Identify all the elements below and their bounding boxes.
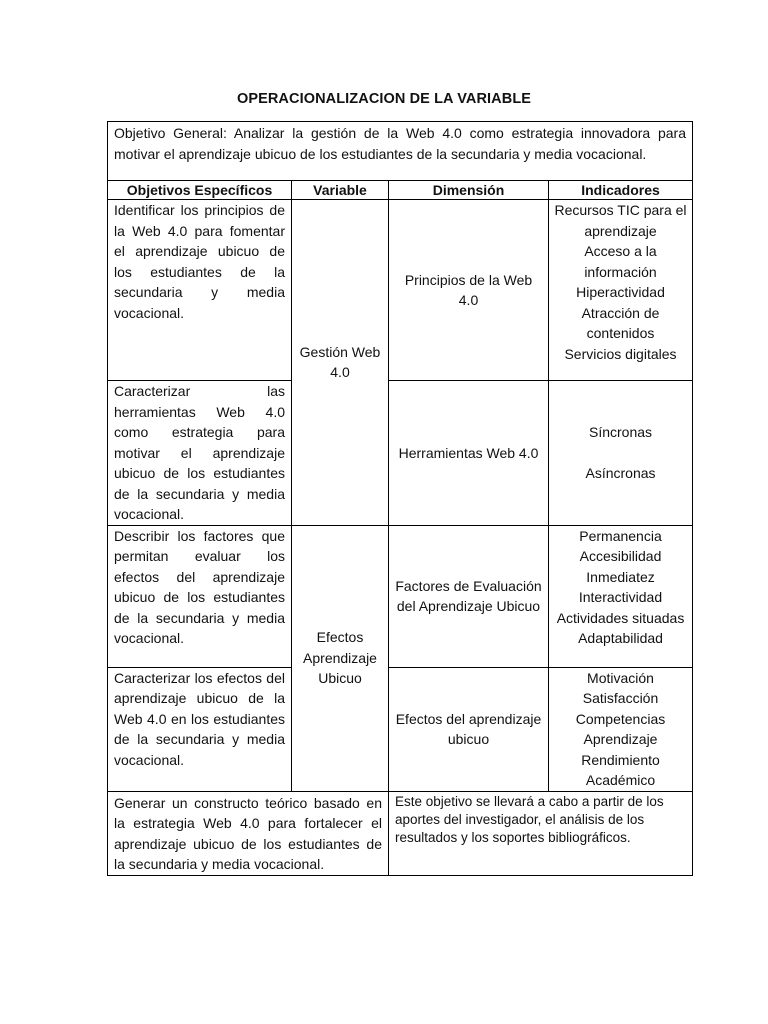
indicator-item: Accesibilidad (579, 548, 662, 564)
dimension-cell (389, 525, 549, 667)
indicator-item: Adaptabilidad (578, 630, 663, 646)
dimension-cell (389, 667, 549, 791)
indicator-item: Acceso a la información (584, 243, 657, 280)
dimension-cell (389, 381, 549, 526)
final-objective-cell: Generar un constructo teórico basado en la estrategia Web 4.0 para fortalecer el aprendizaje ubicuo de los estudiantes de la secundaria y media vocacional. (108, 791, 389, 875)
indicator-item: Permanencia (579, 527, 662, 544)
indicators-cell (549, 200, 693, 381)
objective-cell: Describir los factores que permitan evaluar los efectos del aprendizaje ubicuo de los estudiantes de la secundaria y media vocacional. (108, 525, 292, 667)
indicator-item: Rendimiento Académico (581, 751, 660, 788)
indicator-item: Inmediatez (586, 568, 655, 585)
dimension-text: Principios de la Web 4.0 (404, 271, 533, 308)
final-note-cell: Este objetivo se llevará a cabo a partir de los aportes del investigador, el análisis de los resultados y los soportes bibliográficos. (389, 791, 693, 875)
header-variable: Variable (292, 181, 389, 200)
header-indicadores: Indicadores (549, 181, 693, 200)
general-objective-row (108, 122, 693, 181)
indicator-item: Hiperactividad (576, 284, 665, 300)
header-row (108, 181, 693, 200)
final-row (108, 791, 693, 875)
objective-cell: Caracterizar los efectos del aprendizaje ubicuo de la Web 4.0 en los estudiantes de la secundaria y media vocacional. (108, 667, 292, 791)
indicator-item: Servicios digitales (564, 345, 677, 362)
table-row (108, 525, 693, 667)
indicators-cell (549, 667, 693, 791)
indicator-item: Competencias (575, 710, 666, 727)
header-dimension: Dimensión (389, 181, 549, 200)
table-row (108, 200, 693, 381)
header-objetivos: Objetivos Específicos (108, 181, 292, 200)
general-objective-cell: Objetivo General: Analizar la gestión de la Web 4.0 como estrategia innovadora para motivar el aprendizaje ubicuo de los estudiantes de la secundaria y media vocacional. (108, 122, 693, 181)
dimension-cell (389, 200, 549, 381)
operationalization-table (107, 121, 693, 876)
indicators-cell (549, 525, 693, 667)
indicator-item: Síncronas (588, 424, 653, 441)
variable-cell-efectos: Efectos Aprendizaje Ubicuo (292, 525, 389, 791)
document-title: OPERACIONALIZACION DE LA VARIABLE (236, 91, 532, 107)
indicator-item: Actividades situadas (556, 609, 685, 626)
indicator-item: Atracción de contenidos (581, 304, 660, 341)
table-row (108, 381, 693, 526)
indicator-item: Motivación (587, 669, 654, 686)
indicators-cell (549, 381, 693, 526)
variable-cell-gestion: Gestión Web 4.0 (292, 200, 389, 526)
indicator-item: Aprendizaje (583, 731, 658, 747)
dimension-text: Herramientas Web 4.0 (398, 444, 539, 461)
table-row (108, 667, 693, 791)
indicator-item: Interactividad (578, 589, 663, 605)
objective-cell: Caracterizar las herramientas Web 4.0 como estrategia para motivar el aprendizaje ubicuo de los estudiantes de la secundaria y media vocacional. (108, 381, 292, 526)
objective-cell: Identificar los principios de la Web 4.0 para fomentar el aprendizaje ubicuo de los estudiantes de la secundaria y media vocacional. (108, 200, 292, 381)
indicator-item: Asíncronas (585, 464, 656, 481)
dimension-text: Efectos del aprendizaje ubicuo (395, 710, 542, 747)
indicator-item: Recursos TIC para el aprendizaje (554, 202, 687, 239)
dimension-text: Factores de Evaluación del Aprendizaje Ubicuo (395, 577, 542, 614)
indicator-item: Satisfacción (582, 690, 659, 706)
